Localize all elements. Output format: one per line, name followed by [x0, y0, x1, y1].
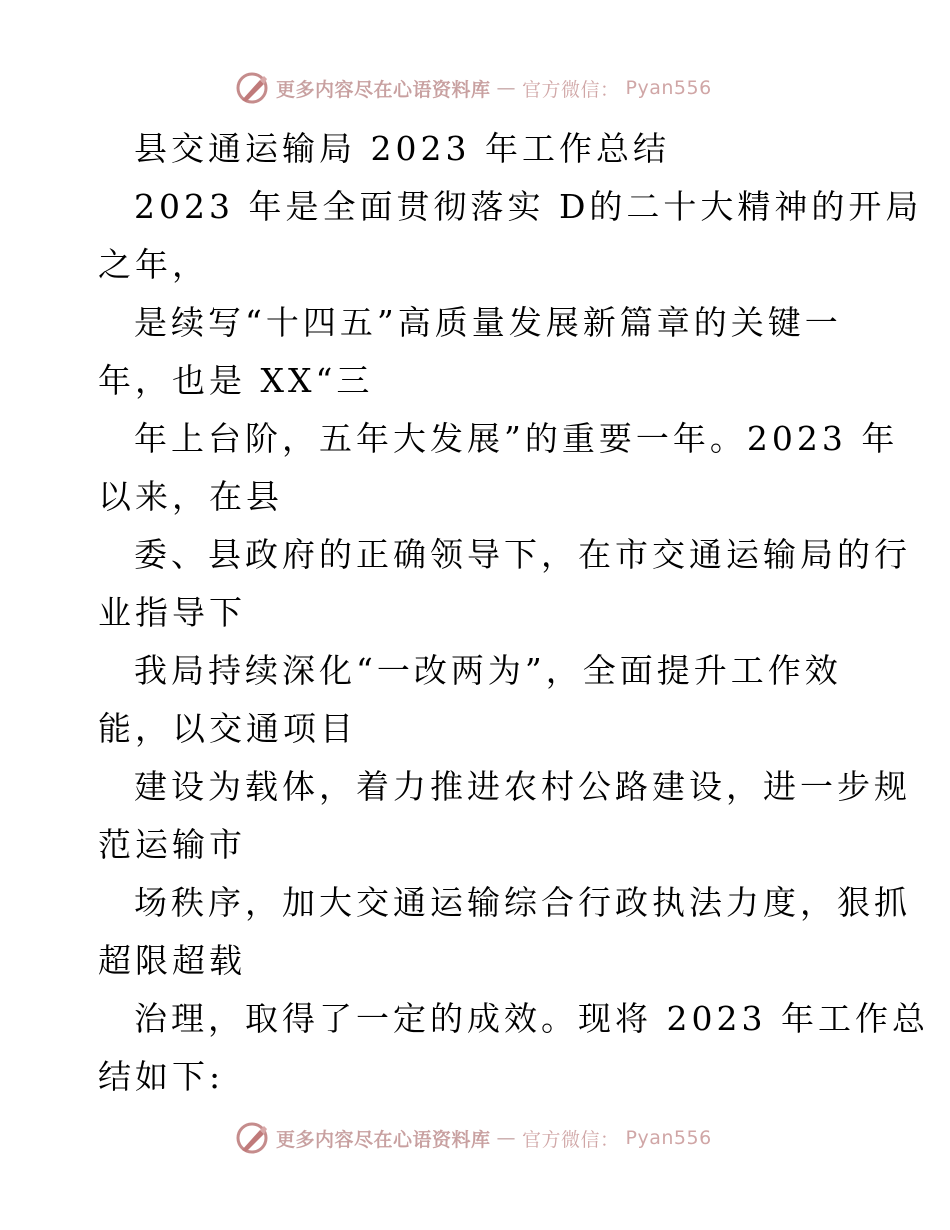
header-watermark [234, 68, 712, 108]
text-line: 能，以交通项目 [98, 709, 357, 748]
footer-watermark [234, 1118, 712, 1158]
text-line: 业指导下 [98, 593, 246, 632]
watermark-brand: 更多内容尽在心语资料库 [276, 1128, 491, 1151]
pen-logo-icon [234, 1120, 270, 1156]
text-line: 年上台阶，五年大发展”的重要一年。2023 年 [134, 419, 899, 458]
watermark-brand: 更多内容尽在心语资料库 [276, 78, 491, 101]
text-line: 2023 年是全面贯彻落实 D的二十大精神的开局 [134, 187, 923, 226]
pen-logo-icon [234, 70, 270, 106]
watermark-separator: — [496, 77, 517, 99]
text-line: 结如下: [98, 1057, 225, 1096]
text-line: 是续写“十四五”高质量发展新篇章的关键一 [134, 303, 842, 342]
text-line: 范运输市 [98, 825, 246, 864]
document-title: 县交通运输局 2023 年工作总结 [134, 129, 670, 168]
watermark-official: 官方微信： [522, 1128, 620, 1151]
text-line: 委、县政府的正确领导下，在市交通运输局的行 [134, 535, 911, 574]
watermark-wechat-id: Pyan556 [625, 77, 712, 99]
text-line: 以来，在县 [98, 477, 283, 516]
text-line: 场秩序，加大交通运输综合行政执法力度，狠抓 [134, 883, 911, 922]
text-line: 我局持续深化“一改两为”，全面提升工作效 [134, 651, 842, 690]
text-line: 治理，取得了一定的成效。现将 2023 年工作总 [134, 999, 929, 1038]
text-line: 之年， [98, 245, 209, 284]
text-line: 年，也是 XX“三 [98, 361, 374, 400]
document-body [98, 120, 929, 1106]
watermark-wechat-id: Pyan556 [625, 1127, 712, 1149]
watermark-official: 官方微信： [522, 78, 620, 101]
text-line: 建设为载体，着力推进农村公路建设，进一步规 [134, 767, 911, 806]
watermark-separator: — [496, 1127, 517, 1149]
text-line: 超限超载 [98, 941, 246, 980]
